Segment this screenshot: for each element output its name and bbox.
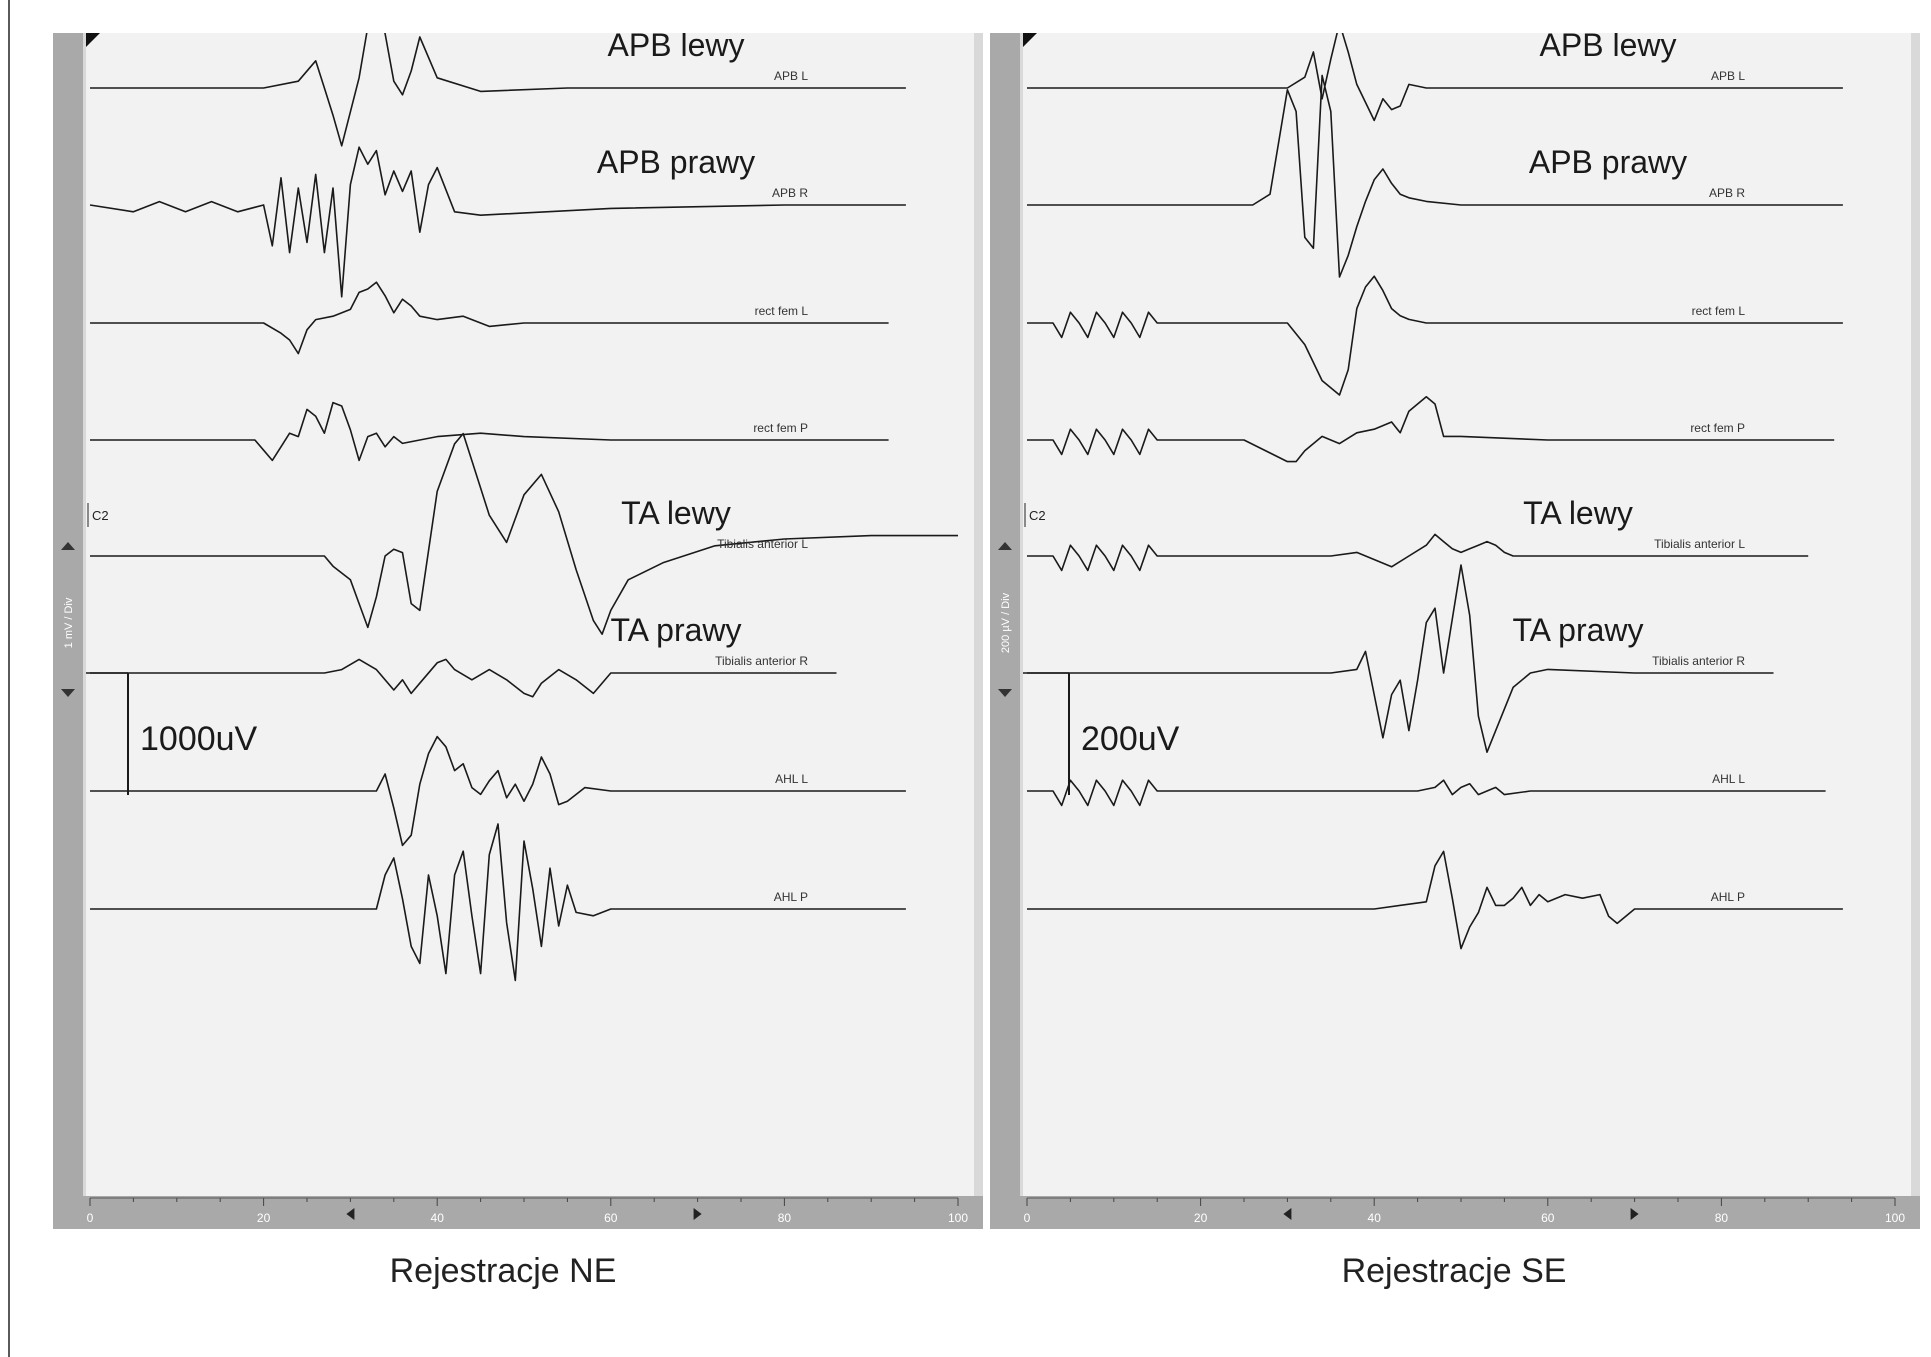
cursor-right-icon[interactable] bbox=[1631, 1208, 1639, 1220]
plot-area-se bbox=[1023, 33, 1911, 1196]
series-name-label: Tibialis anterior L bbox=[1654, 537, 1745, 551]
scale-bar-label: 1000uV bbox=[140, 720, 258, 758]
vbar-svg-se bbox=[990, 33, 1020, 1196]
series-name-label: Tibialis anterior R bbox=[715, 654, 808, 668]
scale-up-arrow-icon[interactable] bbox=[61, 542, 75, 550]
series-heading: APB prawy bbox=[1528, 144, 1688, 180]
panel-se bbox=[990, 33, 1920, 1229]
trace-2 bbox=[1027, 276, 1843, 395]
series-name-label: APB R bbox=[1708, 186, 1745, 200]
series-name-label: Tibialis anterior L bbox=[717, 537, 808, 551]
series-heading: APB lewy bbox=[1539, 33, 1677, 63]
reference-label: C2 bbox=[1029, 508, 1046, 523]
series-name-label: APB L bbox=[1710, 69, 1745, 83]
series-heading: TA lewy bbox=[1523, 495, 1633, 531]
x-tick-label: 60 bbox=[604, 1211, 618, 1225]
x-tick-label: 20 bbox=[1193, 1211, 1208, 1225]
x-axis-se bbox=[990, 1196, 1920, 1229]
x-tick-label: 20 bbox=[256, 1211, 271, 1225]
series-name-label: rect fem L bbox=[754, 304, 808, 318]
trace-1 bbox=[90, 147, 906, 297]
corner-marker-icon bbox=[86, 33, 100, 47]
traces-svg-ne bbox=[86, 33, 974, 1196]
scale-down-arrow-icon[interactable] bbox=[998, 689, 1012, 697]
series-name-label: APB L bbox=[773, 69, 808, 83]
series-heading: TA prawy bbox=[1512, 612, 1644, 648]
series-name-label: rect fem P bbox=[753, 421, 808, 435]
x-tick-label: 80 bbox=[777, 1211, 792, 1225]
left-border-line bbox=[8, 0, 10, 1357]
amplitude-scale-bar-left[interactable] bbox=[53, 33, 83, 1196]
cursor-right-icon[interactable] bbox=[694, 1208, 702, 1220]
x-tick-label: 0 bbox=[1023, 1211, 1031, 1225]
corner-marker-icon bbox=[1023, 33, 1037, 47]
x-axis-ne bbox=[53, 1196, 983, 1229]
x-tick-label: 100 bbox=[1884, 1211, 1906, 1225]
series-name-label: APB R bbox=[771, 186, 808, 200]
x-tick-label: 0 bbox=[86, 1211, 94, 1225]
trace-1 bbox=[1027, 75, 1843, 277]
scale-down-arrow-icon[interactable] bbox=[61, 689, 75, 697]
x-axis-svg-se bbox=[990, 1196, 1920, 1229]
vaxis-label: 1 mV / Div bbox=[63, 597, 75, 649]
plot-area-ne bbox=[86, 33, 974, 1196]
x-axis-svg-ne bbox=[53, 1196, 983, 1229]
series-name-label: AHL P bbox=[1710, 890, 1745, 904]
series-name-label: AHL L bbox=[1712, 772, 1745, 786]
x-tick-label: 60 bbox=[1541, 1211, 1555, 1225]
x-tick-label: 40 bbox=[430, 1211, 444, 1225]
x-tick-label: 40 bbox=[1367, 1211, 1381, 1225]
series-heading: APB prawy bbox=[596, 144, 756, 180]
series-heading: TA lewy bbox=[621, 495, 731, 531]
trace-4 bbox=[90, 434, 958, 635]
scale-bar-label: 200uV bbox=[1081, 720, 1180, 758]
series-name-label: rect fem P bbox=[1690, 421, 1745, 435]
traces-svg-se bbox=[1023, 33, 1911, 1196]
series-name-label: Tibialis anterior R bbox=[1652, 654, 1745, 668]
amplitude-scale-bar-right[interactable] bbox=[990, 33, 1020, 1196]
trace-0 bbox=[90, 33, 906, 146]
vbar-svg bbox=[53, 33, 83, 1196]
series-heading: APB lewy bbox=[607, 33, 745, 63]
trace-6 bbox=[1027, 780, 1826, 805]
cursor-left-icon[interactable] bbox=[1283, 1208, 1291, 1220]
vaxis-label: 200 µV / Div bbox=[1000, 592, 1012, 654]
caption-se: Rejestracje SE bbox=[1341, 1252, 1567, 1290]
reference-label: C2 bbox=[92, 508, 109, 523]
x-tick-label: 100 bbox=[947, 1211, 969, 1225]
series-name-label: AHL L bbox=[775, 772, 808, 786]
cursor-left-icon[interactable] bbox=[346, 1208, 354, 1220]
series-heading: TA prawy bbox=[610, 612, 742, 648]
scale-up-arrow-icon[interactable] bbox=[998, 542, 1012, 550]
series-name-label: AHL P bbox=[773, 890, 808, 904]
caption-ne: Rejestracje NE bbox=[389, 1252, 617, 1290]
series-name-label: rect fem L bbox=[1691, 304, 1745, 318]
panel-ne bbox=[53, 33, 983, 1229]
x-tick-label: 80 bbox=[1714, 1211, 1729, 1225]
